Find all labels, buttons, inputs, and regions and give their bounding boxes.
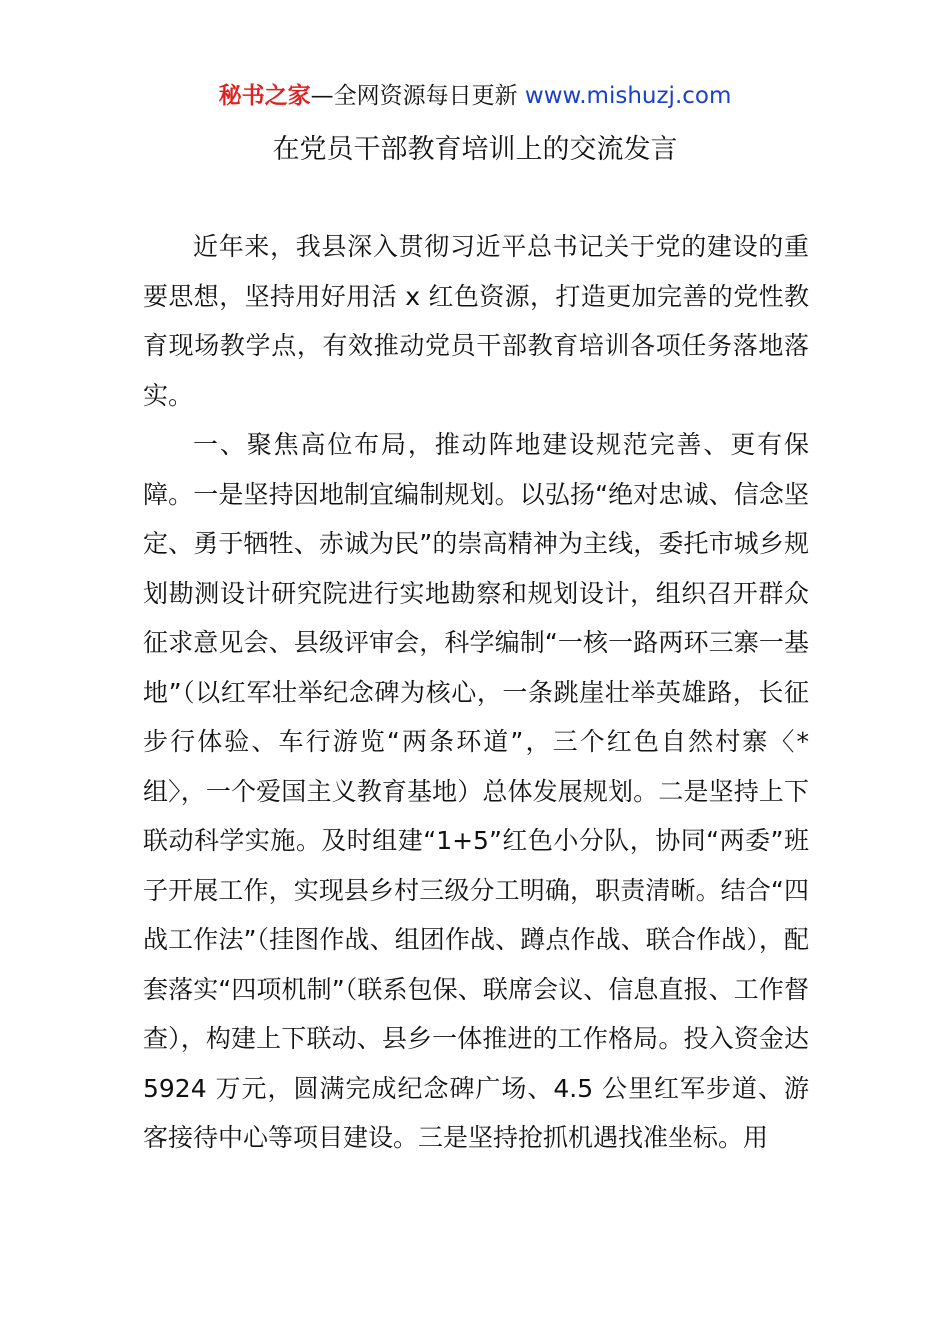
brand-name: 秘书之家 [218,83,311,109]
site-url-link[interactable]: www.mishuzj.com [524,83,732,109]
section-one-paragraph: 一、聚焦高位布局，推动阵地建设规范完善、更有保障。一是坚持因地制宜编制规划。以弘扬“绝对忠诚、信念坚定、勇于牺牲、赤诚为民”的崇高精神为主线，委托市城乡规划勘测设计研究院进行实地勘察和规划设计，组织召开群众征求意见会、县级评审会，科学编制“一核一路两环三寨一基地”（以红军壮举纪念碑为核心，一条跳崖壮举英雄路，长征步行体验、车行游览“两条环道”，三个红色自然村寨〈*组〉，一个爱国主义教育基地）总体发展规划。二是坚持上下联动科学实施。及时组建“1+5”红色小分队，协同“两委”班子开展工作，实现县乡村三级分工明确，职责清晰。结合“四战工作法”（挂图作战、组团作战、蹲点作战、联合作战），配套落实“四项机制”（联系包保、联席会议、信息直报、工作督查），构建上下联动、县乡一体推进的工作格局。投入资金达 5924 万元，圆满完成纪念碑广场、4.5 公里红军步道、游客接待中心等项目建设。三是坚持抢抓机遇找准坐标。用 [143,430,809,1152]
document-body [143,222,809,1163]
document-title: 在党员干部教育培训上的交流发言 [272,134,678,165]
site-header [0,80,950,112]
intro-paragraph: 近年来，我县深入贯彻习近平总书记关于党的建设的重要思想，坚持用好用活 x 红色资源，打造更加完善的党性教育现场教学点，有效推动党员干部教育培训各项任务落地落实。 [143,232,809,410]
header-tagline: —全网资源每日更新 [310,83,525,109]
